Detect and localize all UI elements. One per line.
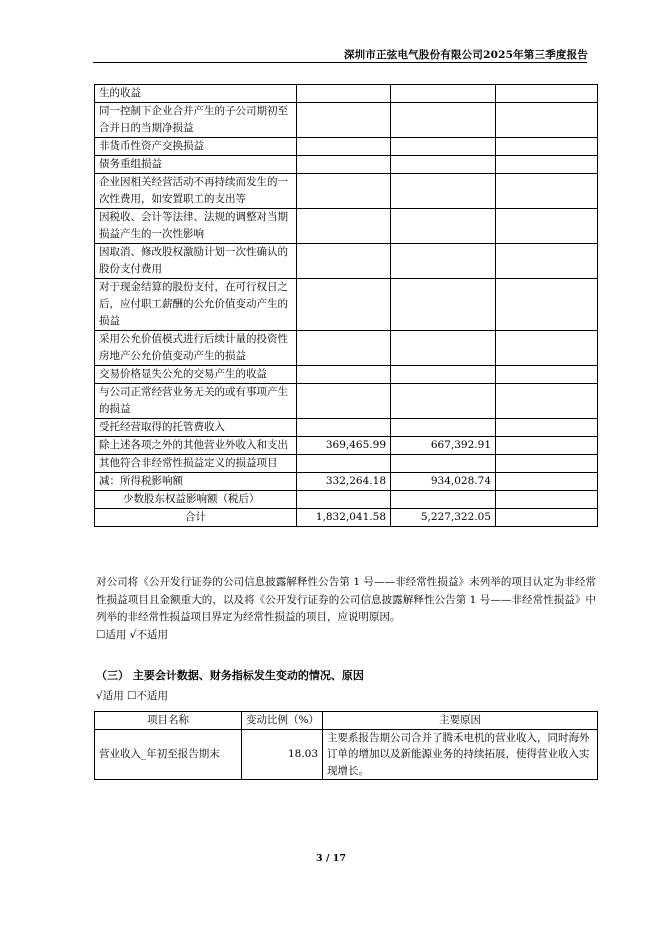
- ytd-value: [391, 103, 496, 138]
- header-main-reason: 主要原因: [323, 712, 598, 730]
- current-period-value: 332,264.18: [297, 473, 391, 491]
- table-row: [95, 244, 598, 279]
- table-row: [95, 174, 598, 209]
- header-item-name: 项目名称: [95, 712, 242, 730]
- current-period-value: [297, 419, 391, 437]
- table-row: [95, 138, 598, 156]
- ytd-value: [391, 209, 496, 244]
- row-label: 与公司正常经营业务无关的或有事项产生的损益: [95, 384, 297, 419]
- current-period-value: [297, 103, 391, 138]
- current-period-value: [297, 138, 391, 156]
- table-row: [95, 384, 598, 419]
- row-label: 企业因相关经营活动不再持续而发生的一次性费用，如安置职工的支出等: [95, 174, 297, 209]
- ytd-value: [391, 419, 496, 437]
- table-row: [95, 473, 598, 491]
- explanation-paragraph: 对公司将《公开发行证券的公司信息披露解释性公告第 1 号——非经常性损益》未列举的项目认定为非经常性损益项目且金额重大的，以及将《公开发行证券的公司信息披露解释性公告第 1 号——非经常性损益》中列举的非经常性损益项目界定为经常性损益的项目，应说明原因。: [96, 576, 596, 623]
- page-header-title: 深圳市正弦电气股份有限公司2025年第三季度报告: [343, 49, 588, 61]
- note-cell: [496, 366, 598, 384]
- ytd-value: 667,392.91: [391, 437, 496, 455]
- table-row: [95, 279, 598, 331]
- item-name: 营业收入_年初至报告期末: [95, 729, 242, 780]
- current-period-value: 369,465.99: [297, 437, 391, 455]
- row-label: 生的收益: [95, 85, 297, 103]
- current-period-value: [297, 244, 391, 279]
- nonrecurring-gains-table: [94, 84, 598, 527]
- note-cell: [496, 103, 598, 138]
- ytd-value: [391, 455, 496, 473]
- current-period-value: [297, 279, 391, 331]
- page-number: 3 / 17: [316, 853, 346, 864]
- table-row: [95, 103, 598, 138]
- note-cell: [496, 491, 598, 509]
- current-period-value: 1,832,041.58: [297, 509, 391, 527]
- change-ratio: 18.03: [242, 729, 323, 780]
- row-label: 同一控制下企业合并产生的子公司期初至合并日的当期净损益: [95, 103, 297, 138]
- note-cell: [496, 384, 598, 419]
- table-row-total: [95, 509, 598, 527]
- table-row: [95, 491, 598, 509]
- note-cell: [496, 279, 598, 331]
- row-label: 非货币性资产交换损益: [95, 138, 297, 156]
- row-label: 采用公允价值模式进行后续计量的投资性房地产公允价值变动产生的损益: [95, 331, 297, 366]
- row-label: 少数股东权益影响额（税后）: [95, 491, 297, 509]
- table-row: [95, 209, 598, 244]
- ytd-value: [391, 331, 496, 366]
- note-cell: [496, 331, 598, 366]
- ytd-value: [391, 85, 496, 103]
- table-row: [95, 331, 598, 366]
- section-applicability: √适用 ☐不适用: [96, 690, 168, 702]
- note-cell: [496, 209, 598, 244]
- row-label: 受托经营取得的托管费收入: [95, 419, 297, 437]
- ytd-value: [391, 384, 496, 419]
- table-row: [95, 85, 598, 103]
- header-change-ratio: 变动比例（%）: [242, 712, 323, 730]
- note-cell: [496, 156, 598, 174]
- current-period-value: [297, 209, 391, 244]
- row-label: 交易价格显失公允的交易产生的收益: [95, 366, 297, 384]
- note-cell: [496, 509, 598, 527]
- table-row: [95, 419, 598, 437]
- table-row: [95, 455, 598, 473]
- current-period-value: [297, 85, 391, 103]
- note-cell: [496, 244, 598, 279]
- note-cell: [496, 174, 598, 209]
- ytd-value: [391, 138, 496, 156]
- table-row: [95, 729, 598, 780]
- ytd-value: [391, 174, 496, 209]
- current-period-value: [297, 366, 391, 384]
- row-label: 合计: [95, 509, 297, 527]
- ytd-value: 934,028.74: [391, 473, 496, 491]
- explanation-applicability: ☐适用 √不适用: [96, 629, 168, 641]
- note-cell: [496, 85, 598, 103]
- row-label: 除上述各项之外的其他营业外收入和支出: [95, 437, 297, 455]
- current-period-value: [297, 384, 391, 419]
- table-row: [95, 437, 598, 455]
- row-label: 债务重组损益: [95, 156, 297, 174]
- ytd-value: [391, 156, 496, 174]
- row-label: 减：所得税影响额: [95, 473, 297, 491]
- table-row: [95, 156, 598, 174]
- note-cell: [496, 437, 598, 455]
- current-period-value: [297, 455, 391, 473]
- current-period-value: [297, 156, 391, 174]
- ytd-value: [391, 279, 496, 331]
- note-cell: [496, 419, 598, 437]
- main-reason: 主要系报告期公司合并了腾禾电机的营业收入，同时海外订单的增加以及新能源业务的持续拓展，使得营业收入实现增长。: [323, 729, 598, 780]
- change-reasons-table: [94, 711, 598, 780]
- row-label: 其他符合非经常性损益定义的损益项目: [95, 455, 297, 473]
- note-cell: [496, 473, 598, 491]
- row-label: 因税收、会计等法律、法规的调整对当期损益产生的一次性影响: [95, 209, 297, 244]
- ytd-value: [391, 244, 496, 279]
- note-cell: [496, 138, 598, 156]
- current-period-value: [297, 331, 391, 366]
- ytd-value: [391, 491, 496, 509]
- current-period-value: [297, 491, 391, 509]
- ytd-value: 5,227,322.05: [391, 509, 496, 527]
- row-label: 因取消、修改股权激励计划一次性确认的股份支付费用: [95, 244, 297, 279]
- table-row: [95, 366, 598, 384]
- ytd-value: [391, 366, 496, 384]
- section-heading: （三） 主要会计数据、财务指标发生变动的情况、原因: [96, 669, 364, 682]
- table-header-row: [95, 712, 598, 730]
- current-period-value: [297, 174, 391, 209]
- note-cell: [496, 455, 598, 473]
- header-divider: [93, 62, 587, 63]
- row-label: 对于现金结算的股份支付，在可行权日之后，应付职工薪酬的公允价值变动产生的损益: [95, 279, 297, 331]
